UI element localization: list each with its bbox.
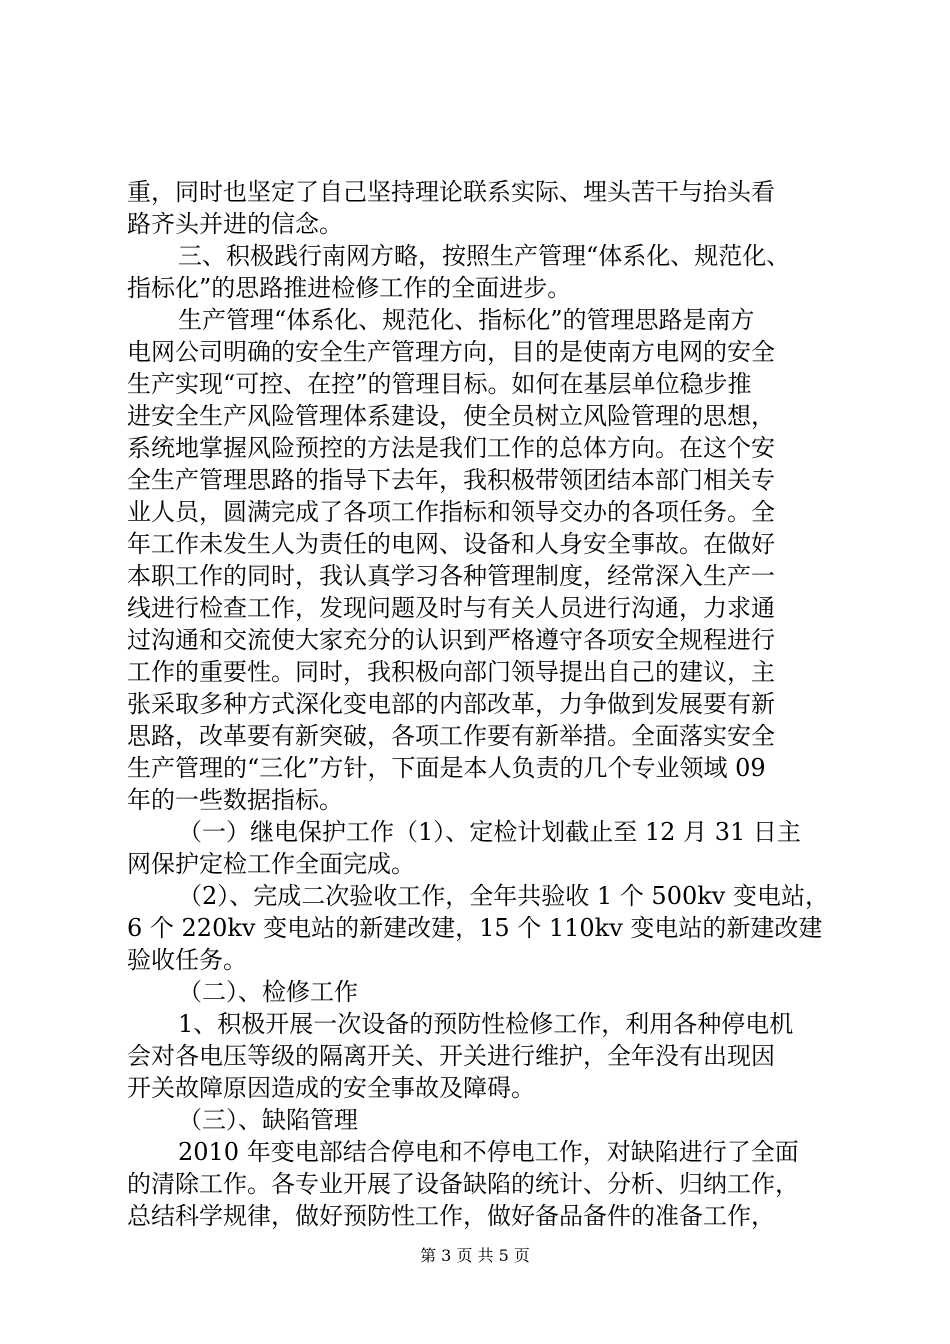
text-line: 进安全生产风险管理体系建设，使全员树立风险管理的思想，	[127, 402, 775, 430]
text-line: 系统地掌握风险预控的方法是我们工作的总体方向。在这个安	[127, 434, 775, 462]
text-line: 1、积极开展一次设备的预防性检修工作，利用各种停电机	[178, 1010, 794, 1038]
text-line: 开关故障原因造成的安全事故及障碍。	[127, 1074, 535, 1102]
text-line: 重，同时也坚定了自己坚持理论联系实际、埋头苦干与抬头看	[127, 178, 775, 206]
text-line: 年工作未发生人为责任的电网、设备和人身安全事故。在做好	[127, 530, 775, 558]
text-line: （一）继电保护工作（1）、定检计划截止至 12 月 31 日主	[178, 818, 801, 846]
text-line: 生产实现“可控、在控”的管理目标。如何在基层单位稳步推	[127, 370, 752, 398]
text-line: 思路，改革要有新突破，各项工作要有新举措。全面落实安全	[127, 722, 775, 750]
text-line: 路齐头并进的信念。	[127, 210, 343, 238]
text-line: 三、积极践行南网方略，按照生产管理“体系化、规范化、	[178, 242, 791, 270]
text-line: 过沟通和交流使大家充分的认识到严格遵守各项安全规程进行	[127, 626, 775, 654]
text-line: （三）、缺陷管理	[178, 1106, 358, 1134]
text-line: 线进行检查工作，发现问题及时与有关人员进行沟通，力求通	[127, 594, 775, 622]
text-line: 本职工作的同时，我认真学习各种管理制度，经常深入生产一	[127, 562, 775, 590]
text-line: 年的一些数据指标。	[127, 786, 343, 814]
text-line: 电网公司明确的安全生产管理方向，目的是使南方电网的安全	[127, 338, 775, 366]
text-line: 指标化”的思路推进检修工作的全面进步。	[127, 274, 572, 302]
text-line: 生产管理的“三化”方针，下面是本人负责的几个专业领域 09	[127, 754, 766, 782]
text-line: 的清除工作。各专业开展了设备缺陷的统计、分析、归纳工作，	[127, 1170, 799, 1198]
text-line: 生产管理“体系化、规范化、指标化”的管理思路是南方	[178, 306, 755, 334]
text-line: 业人员，圆满完成了各项工作指标和领导交办的各项任务。全	[127, 498, 775, 526]
text-line: 工作的重要性。同时，我积极向部门领导提出自己的建议，主	[127, 658, 775, 686]
text-line: 张采取多种方式深化变电部的内部改革，力争做到发展要有新	[127, 690, 775, 718]
text-line: 总结科学规律，做好预防性工作，做好备品备件的准备工作，	[127, 1202, 775, 1230]
text-line: 验收任务。	[127, 946, 247, 974]
text-line: 网保护定检工作全面完成。	[127, 850, 415, 878]
text-line: （2）、完成二次验收工作，全年共验收 1 个 500kv 变电站，	[178, 882, 829, 910]
text-line: （二）、检修工作	[178, 978, 358, 1006]
text-line: 6 个 220kv 变电站的新建改建，15 个 110kv 变电站的新建改建	[127, 914, 823, 942]
text-line: 2010 年变电部结合停电和不停电工作，对缺陷进行了全面	[178, 1138, 799, 1166]
page-number-footer: 第 3 页 共 5 页	[420, 1246, 530, 1265]
text-line: 全生产管理思路的指导下去年，我积极带领团结本部门相关专	[127, 466, 775, 494]
text-line: 会对各电压等级的隔离开关、开关进行维护，全年没有出现因	[127, 1042, 775, 1070]
